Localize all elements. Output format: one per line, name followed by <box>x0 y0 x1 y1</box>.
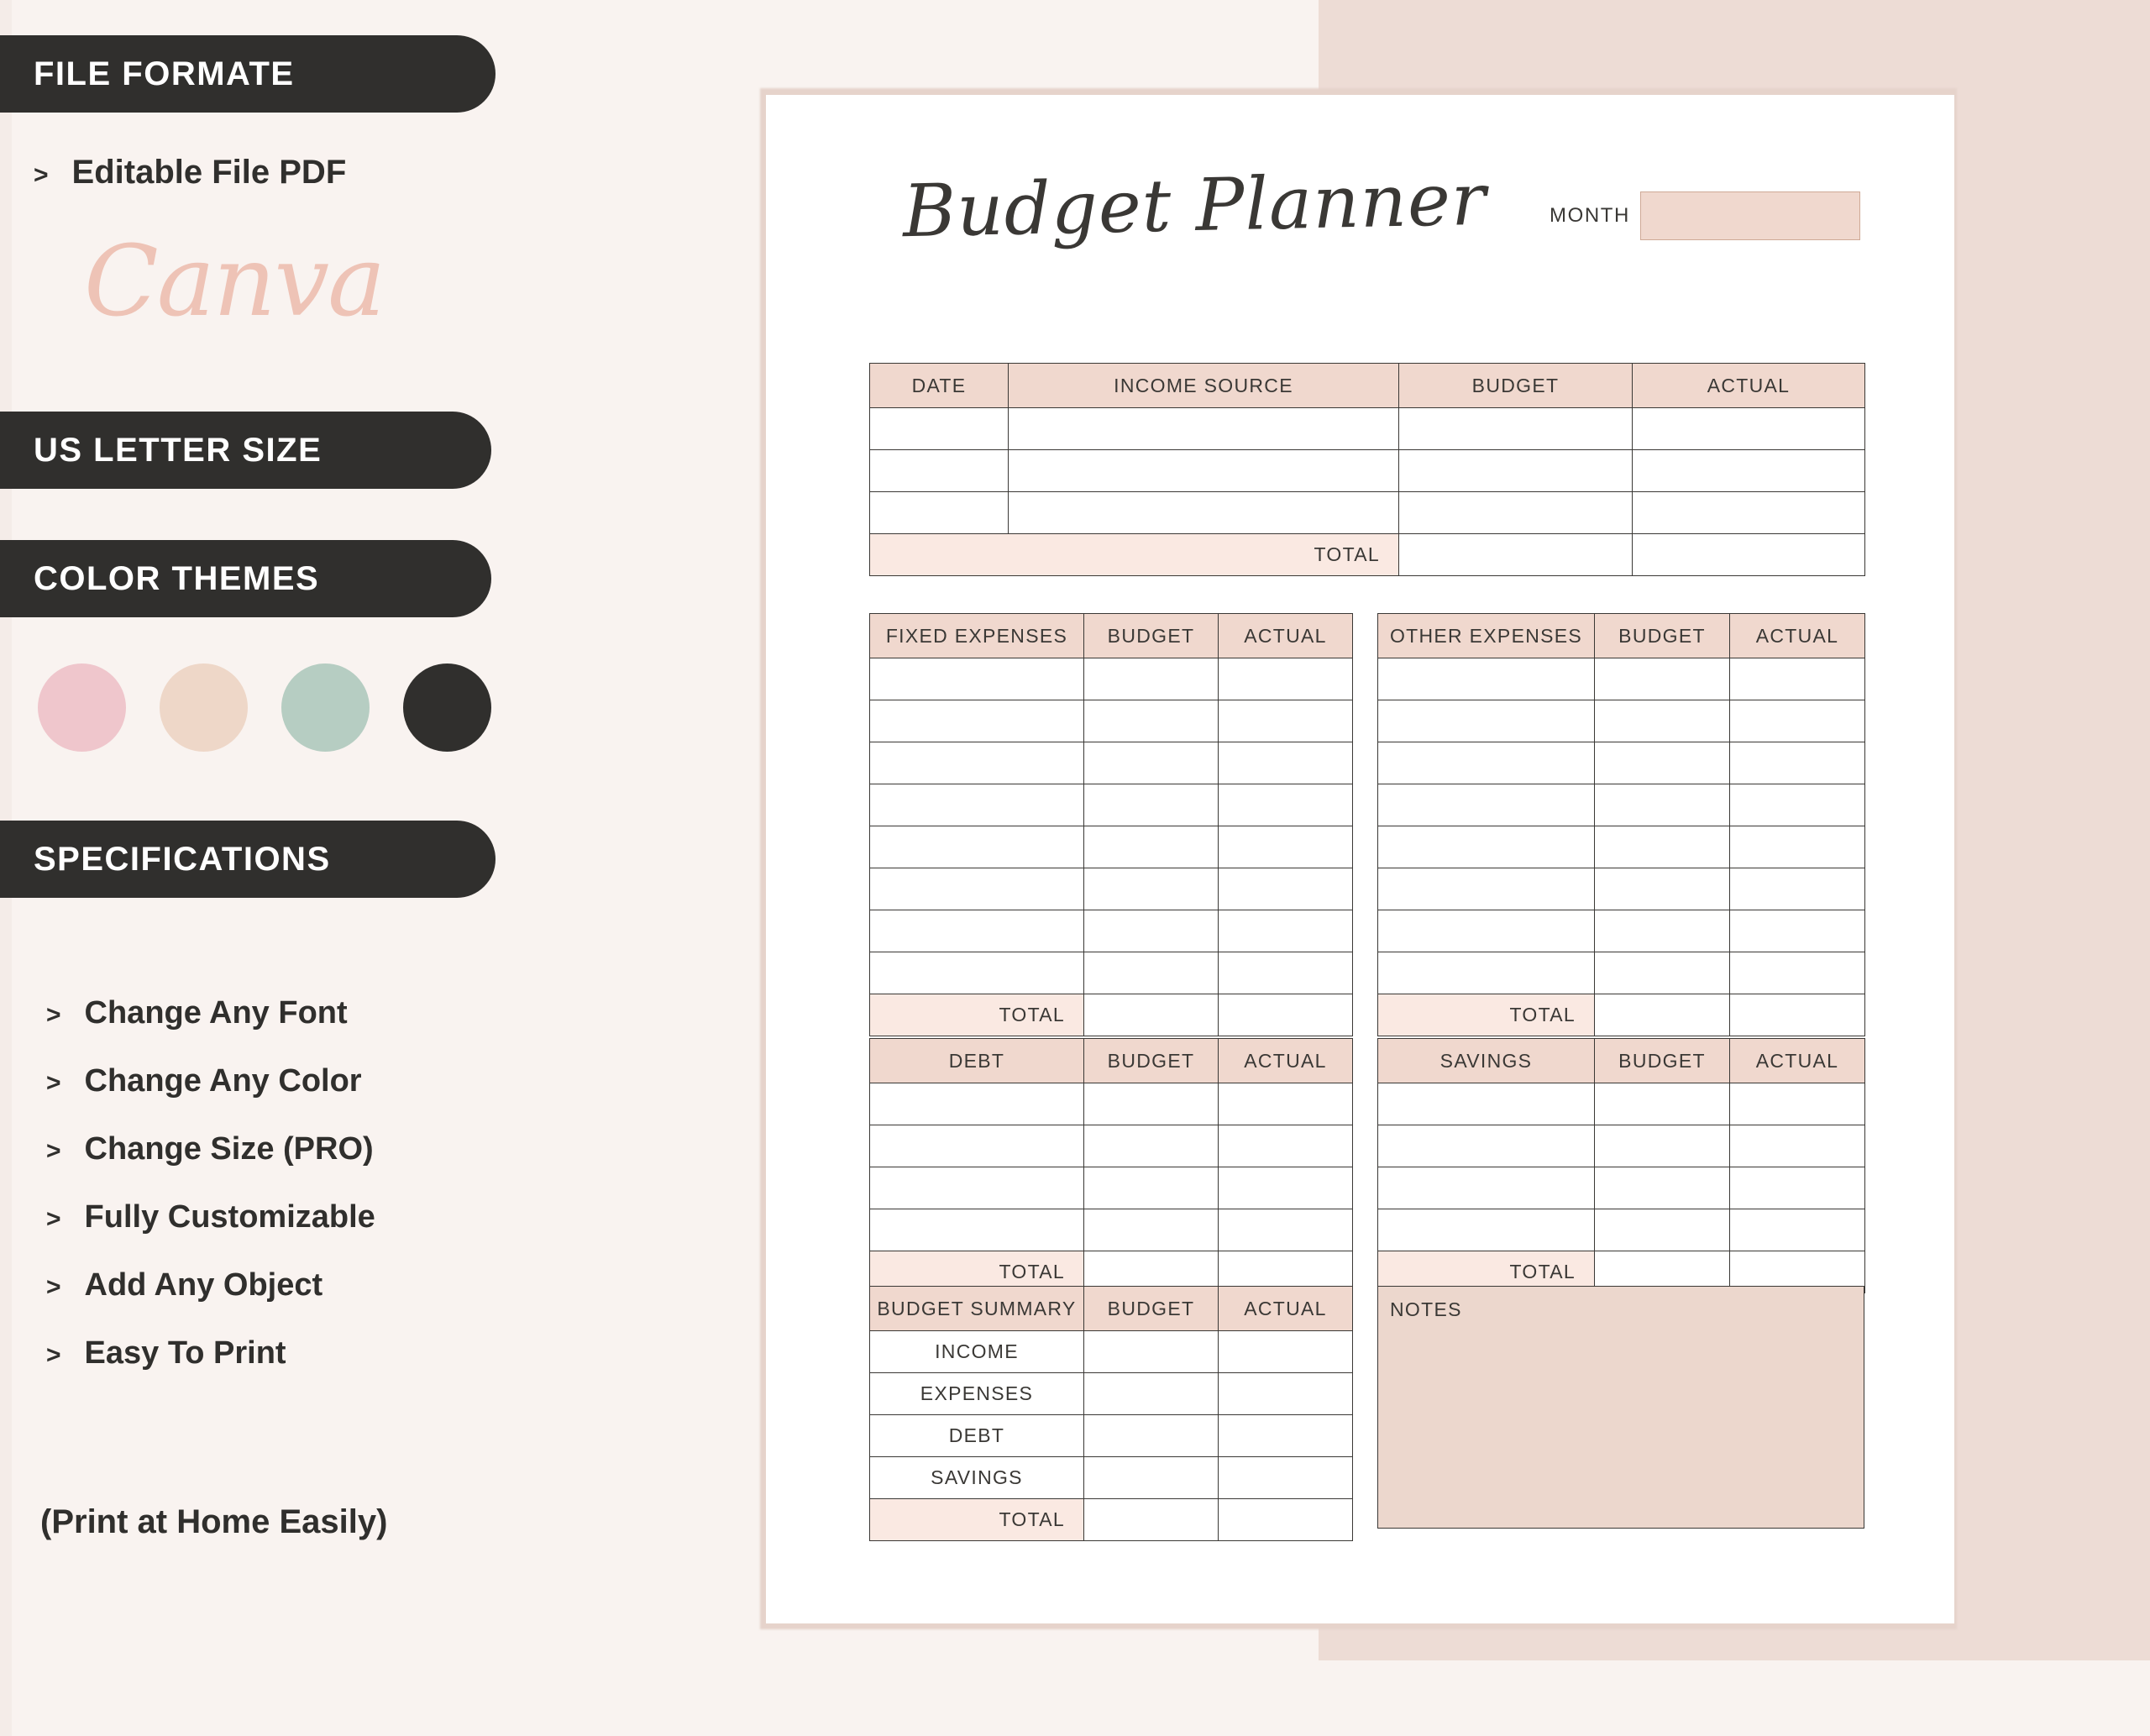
summary-label-income: INCOME <box>870 1331 1084 1373</box>
fixed-cell-actual[interactable] <box>1219 826 1353 868</box>
budget-summary-table <box>869 1286 1353 1541</box>
fixed-cell-budget[interactable] <box>1084 742 1219 784</box>
fixed-cell-name[interactable] <box>870 742 1084 784</box>
income-cell-actual[interactable] <box>1633 492 1865 534</box>
other-cell-actual[interactable] <box>1730 658 1865 700</box>
savings-cell-name[interactable] <box>1378 1125 1595 1167</box>
savings-cell-actual[interactable] <box>1730 1125 1865 1167</box>
table-header-row <box>870 614 1353 658</box>
list-item <box>46 1063 375 1099</box>
spec-item-label: Change Size (PRO) <box>84 1131 374 1167</box>
table-row <box>1378 1167 1865 1209</box>
fixed-cell-actual[interactable] <box>1219 742 1353 784</box>
savings-cell-budget[interactable] <box>1595 1167 1730 1209</box>
debt-table <box>869 1038 1353 1293</box>
summary-cell-actual[interactable] <box>1219 1331 1353 1373</box>
other-cell-actual[interactable] <box>1730 868 1865 910</box>
summary-cell-actual[interactable] <box>1219 1457 1353 1499</box>
notes-label: NOTES <box>1390 1298 1462 1320</box>
income-cell-budget[interactable] <box>1399 492 1633 534</box>
savings-cell-actual[interactable] <box>1730 1083 1865 1125</box>
fixed-cell-budget[interactable] <box>1084 700 1219 742</box>
fixed-cell-budget[interactable] <box>1084 826 1219 868</box>
page-title: Budget Planner <box>902 157 1487 254</box>
other-cell-budget[interactable] <box>1595 952 1730 994</box>
spec-item-label: Change Any Font <box>84 995 348 1031</box>
other-cell-budget[interactable] <box>1595 658 1730 700</box>
table-row <box>870 450 1865 492</box>
other-cell-actual[interactable] <box>1730 700 1865 742</box>
other-cell-actual[interactable] <box>1730 742 1865 784</box>
notes-box[interactable] <box>1377 1286 1864 1529</box>
arrow-icon: > <box>46 1341 61 1369</box>
debt-cell-actual[interactable] <box>1219 1167 1353 1209</box>
canva-logo-text: Canva <box>84 225 385 338</box>
month-input[interactable] <box>1640 191 1860 240</box>
table-row <box>870 742 1353 784</box>
income-total-budget[interactable] <box>1399 534 1633 576</box>
debt-cell-budget[interactable] <box>1084 1209 1219 1251</box>
month-label: MONTH <box>1550 204 1630 227</box>
table-row <box>870 1125 1353 1167</box>
summary-cell-budget[interactable] <box>1084 1415 1219 1457</box>
file-format-pill <box>0 35 496 113</box>
savings-header-actual: ACTUAL <box>1730 1039 1865 1083</box>
table-row <box>1378 1083 1865 1125</box>
fixed-cell-actual[interactable] <box>1219 658 1353 700</box>
summary-header-budget: BUDGET <box>1084 1287 1219 1331</box>
color-swatch-1 <box>38 663 126 752</box>
debt-cell-budget[interactable] <box>1084 1167 1219 1209</box>
table-row <box>870 658 1353 700</box>
table-row <box>870 826 1353 868</box>
income-header-actual: ACTUAL <box>1633 364 1865 408</box>
table-row <box>870 1167 1353 1209</box>
summary-total-label: TOTAL <box>870 1499 1084 1541</box>
other-cell-budget[interactable] <box>1595 826 1730 868</box>
savings-header-budget: BUDGET <box>1595 1039 1730 1083</box>
other-header-name: OTHER EXPENSES <box>1378 614 1595 658</box>
income-cell-source[interactable] <box>1009 408 1399 450</box>
table-row <box>870 700 1353 742</box>
list-item <box>46 1267 375 1303</box>
other-cell-budget[interactable] <box>1595 910 1730 952</box>
summary-label-expenses: EXPENSES <box>870 1373 1084 1415</box>
other-total-actual[interactable] <box>1730 994 1865 1036</box>
arrow-icon: > <box>46 1205 61 1233</box>
savings-cell-actual[interactable] <box>1730 1167 1865 1209</box>
table-row <box>1378 1209 1865 1251</box>
table-header-row <box>870 364 1865 408</box>
savings-cell-budget[interactable] <box>1595 1209 1730 1251</box>
file-format-label: FILE FORMATE <box>34 55 295 92</box>
fixed-cell-actual[interactable] <box>1219 868 1353 910</box>
table-row <box>870 1083 1353 1125</box>
summary-label-savings: SAVINGS <box>870 1457 1084 1499</box>
income-total-label: TOTAL <box>870 534 1399 576</box>
specifications-list <box>46 995 375 1371</box>
color-themes-pill <box>0 540 491 617</box>
print-note: (Print at Home Easily) <box>40 1503 388 1540</box>
summary-total-budget[interactable] <box>1084 1499 1219 1541</box>
summary-cell-actual[interactable] <box>1219 1373 1353 1415</box>
savings-cell-name[interactable] <box>1378 1083 1595 1125</box>
income-cell-budget[interactable] <box>1399 408 1633 450</box>
income-header-budget: BUDGET <box>1399 364 1633 408</box>
other-cell-name[interactable] <box>1378 910 1595 952</box>
other-cell-actual[interactable] <box>1730 784 1865 826</box>
summary-total-actual[interactable] <box>1219 1499 1353 1541</box>
debt-cell-actual[interactable] <box>1219 1083 1353 1125</box>
debt-total-label: TOTAL <box>870 1251 1084 1293</box>
table-row <box>870 492 1865 534</box>
income-cell-actual[interactable] <box>1633 408 1865 450</box>
fixed-cell-budget[interactable] <box>1084 868 1219 910</box>
other-cell-budget[interactable] <box>1595 700 1730 742</box>
fixed-cell-budget[interactable] <box>1084 952 1219 994</box>
income-cell-source[interactable] <box>1009 492 1399 534</box>
arrow-icon: > <box>46 1137 61 1165</box>
summary-header-actual: ACTUAL <box>1219 1287 1353 1331</box>
table-row <box>1378 700 1865 742</box>
table-row <box>870 952 1353 994</box>
savings-table <box>1377 1038 1865 1293</box>
debt-cell-name[interactable] <box>870 1167 1084 1209</box>
us-letter-size-pill <box>0 412 491 489</box>
other-cell-budget[interactable] <box>1595 742 1730 784</box>
table-total-row <box>870 1499 1353 1541</box>
arrow-icon: > <box>34 161 49 189</box>
other-total-budget[interactable] <box>1595 994 1730 1036</box>
table-row <box>870 1457 1353 1499</box>
fixed-total-label: TOTAL <box>870 994 1084 1036</box>
fixed-cell-name[interactable] <box>870 700 1084 742</box>
other-total-label: TOTAL <box>1378 994 1595 1036</box>
arrow-icon: > <box>46 1069 61 1097</box>
list-item <box>46 1335 375 1371</box>
editable-file-label: Editable File PDF <box>71 154 347 191</box>
fixed-cell-actual[interactable] <box>1219 910 1353 952</box>
table-total-row <box>1378 994 1865 1036</box>
table-header-row <box>1378 1039 1865 1083</box>
color-swatch-3 <box>281 663 370 752</box>
debt-header-name: DEBT <box>870 1039 1084 1083</box>
fixed-cell-actual[interactable] <box>1219 952 1353 994</box>
specifications-pill <box>0 821 496 898</box>
spec-item-label: Fully Customizable <box>84 1199 375 1235</box>
income-table <box>869 363 1865 576</box>
savings-cell-budget[interactable] <box>1595 1125 1730 1167</box>
other-cell-name[interactable] <box>1378 700 1595 742</box>
fixed-expenses-table <box>869 613 1353 1036</box>
other-cell-name[interactable] <box>1378 784 1595 826</box>
fixed-cell-budget[interactable] <box>1084 658 1219 700</box>
other-cell-name[interactable] <box>1378 658 1595 700</box>
color-themes-label: COLOR THEMES <box>34 559 320 597</box>
spec-item-label: Easy To Print <box>84 1335 286 1371</box>
table-row <box>870 1209 1353 1251</box>
income-cell-date[interactable] <box>870 408 1009 450</box>
other-cell-budget[interactable] <box>1595 784 1730 826</box>
other-expenses-table <box>1377 613 1865 1036</box>
table-row <box>870 910 1353 952</box>
table-total-row <box>870 994 1353 1036</box>
other-cell-name[interactable] <box>1378 826 1595 868</box>
other-cell-name[interactable] <box>1378 868 1595 910</box>
list-item <box>46 1199 375 1235</box>
fixed-cell-actual[interactable] <box>1219 700 1353 742</box>
color-swatch-group <box>38 663 491 752</box>
savings-cell-actual[interactable] <box>1730 1209 1865 1251</box>
table-row <box>1378 910 1865 952</box>
table-header-row <box>870 1039 1353 1083</box>
fixed-header-budget: BUDGET <box>1084 614 1219 658</box>
specifications-label: SPECIFICATIONS <box>34 840 331 878</box>
table-header-row <box>870 1287 1353 1331</box>
income-cell-actual[interactable] <box>1633 450 1865 492</box>
savings-cell-name[interactable] <box>1378 1167 1595 1209</box>
color-swatch-2 <box>160 663 248 752</box>
income-header-date: DATE <box>870 364 1009 408</box>
other-cell-name[interactable] <box>1378 742 1595 784</box>
table-row <box>870 1331 1353 1373</box>
other-cell-actual[interactable] <box>1730 826 1865 868</box>
arrow-icon: > <box>46 1273 61 1301</box>
table-row <box>1378 1125 1865 1167</box>
income-cell-budget[interactable] <box>1399 450 1633 492</box>
savings-total-label: TOTAL <box>1378 1251 1595 1293</box>
fixed-header-name: FIXED EXPENSES <box>870 614 1084 658</box>
fixed-header-actual: ACTUAL <box>1219 614 1353 658</box>
fixed-cell-budget[interactable] <box>1084 784 1219 826</box>
table-row <box>870 1415 1353 1457</box>
summary-cell-budget[interactable] <box>1084 1457 1219 1499</box>
debt-header-actual: ACTUAL <box>1219 1039 1353 1083</box>
fixed-cell-name[interactable] <box>870 952 1084 994</box>
table-row <box>1378 658 1865 700</box>
spec-item-label: Change Any Color <box>84 1063 362 1099</box>
fixed-total-actual[interactable] <box>1219 994 1353 1036</box>
debt-cell-budget[interactable] <box>1084 1125 1219 1167</box>
fixed-cell-actual[interactable] <box>1219 784 1353 826</box>
savings-cell-budget[interactable] <box>1595 1083 1730 1125</box>
fixed-cell-name[interactable] <box>870 826 1084 868</box>
fixed-cell-name[interactable] <box>870 868 1084 910</box>
editable-file-bullet <box>34 154 346 191</box>
savings-cell-name[interactable] <box>1378 1209 1595 1251</box>
table-row <box>870 868 1353 910</box>
income-total-actual[interactable] <box>1633 534 1865 576</box>
table-row <box>1378 868 1865 910</box>
fixed-cell-name[interactable] <box>870 784 1084 826</box>
income-cell-date[interactable] <box>870 450 1009 492</box>
table-row <box>1378 826 1865 868</box>
summary-label-debt: DEBT <box>870 1415 1084 1457</box>
summary-cell-budget[interactable] <box>1084 1373 1219 1415</box>
debt-cell-actual[interactable] <box>1219 1125 1353 1167</box>
other-cell-actual[interactable] <box>1730 952 1865 994</box>
table-row <box>870 408 1865 450</box>
table-header-row <box>1378 614 1865 658</box>
summary-header-name: BUDGET SUMMARY <box>870 1287 1084 1331</box>
other-header-budget: BUDGET <box>1595 614 1730 658</box>
other-cell-actual[interactable] <box>1730 910 1865 952</box>
fixed-cell-name[interactable] <box>870 658 1084 700</box>
table-row <box>1378 742 1865 784</box>
income-header-source: INCOME SOURCE <box>1009 364 1399 408</box>
spec-item-label: Add Any Object <box>84 1267 323 1303</box>
savings-header-name: SAVINGS <box>1378 1039 1595 1083</box>
debt-cell-name[interactable] <box>870 1125 1084 1167</box>
other-cell-name[interactable] <box>1378 952 1595 994</box>
debt-cell-actual[interactable] <box>1219 1209 1353 1251</box>
list-item <box>46 995 375 1031</box>
other-header-actual: ACTUAL <box>1730 614 1865 658</box>
list-item <box>46 1131 375 1167</box>
table-row <box>1378 784 1865 826</box>
debt-header-budget: BUDGET <box>1084 1039 1219 1083</box>
color-swatch-4 <box>403 663 491 752</box>
summary-cell-actual[interactable] <box>1219 1415 1353 1457</box>
debt-cell-name[interactable] <box>870 1083 1084 1125</box>
debt-cell-name[interactable] <box>870 1209 1084 1251</box>
table-row <box>870 784 1353 826</box>
background-bottom-strip <box>1251 1660 2150 1736</box>
fixed-total-budget[interactable] <box>1084 994 1219 1036</box>
us-letter-size-label: US LETTER SIZE <box>34 431 322 469</box>
other-cell-budget[interactable] <box>1595 868 1730 910</box>
table-row <box>870 1373 1353 1415</box>
fixed-cell-budget[interactable] <box>1084 910 1219 952</box>
arrow-icon: > <box>46 1001 61 1029</box>
fixed-cell-name[interactable] <box>870 910 1084 952</box>
income-cell-source[interactable] <box>1009 450 1399 492</box>
table-row <box>1378 952 1865 994</box>
debt-cell-budget[interactable] <box>1084 1083 1219 1125</box>
summary-cell-budget[interactable] <box>1084 1331 1219 1373</box>
income-cell-date[interactable] <box>870 492 1009 534</box>
table-total-row <box>870 534 1865 576</box>
